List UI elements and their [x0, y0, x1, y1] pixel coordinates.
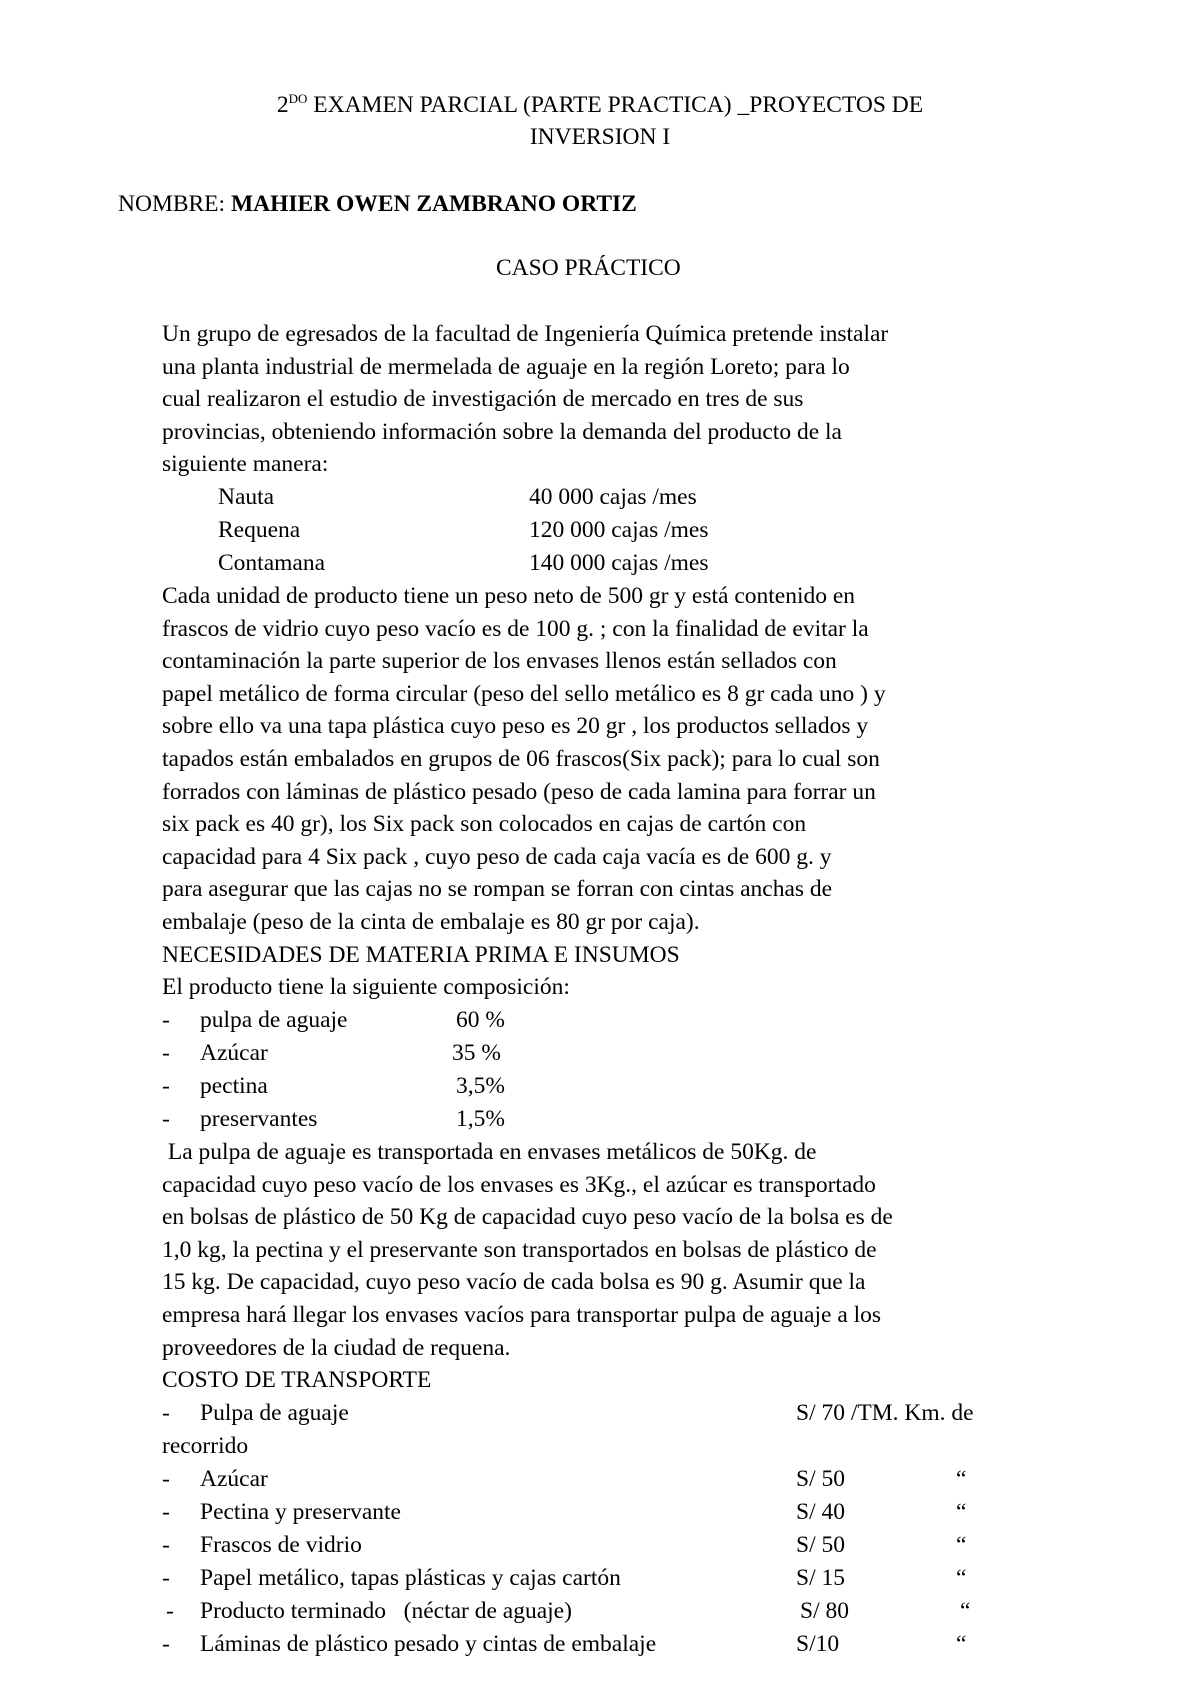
exam-title-text: EXAMEN PARCIAL (PARTE PRACTICA) _PROYECTOS DE	[307, 92, 924, 118]
list-dash: -	[162, 1466, 170, 1492]
composition-item: pectina	[200, 1073, 268, 1099]
demand-quantity: 140 000 cajas /mes	[529, 550, 709, 576]
list-dash: -	[162, 1073, 170, 1099]
transport-line: 1,0 kg, la pectina y el preservante son transportados en bolsas de plástico de	[162, 1236, 877, 1263]
product-line: Cada unidad de producto tiene un peso neto de 500 gr y está contenido en	[162, 583, 856, 609]
list-dash: -	[166, 1598, 174, 1624]
product-line: capacidad para 4 Six pack , cuyo peso de cada caja vacía es de 600 g. y	[162, 843, 832, 870]
ditto-mark: “	[956, 1532, 967, 1558]
list-dash: -	[162, 1532, 170, 1558]
list-dash: -	[162, 1400, 170, 1426]
case-title: CASO PRÁCTICO	[496, 255, 681, 281]
student-name-line	[118, 188, 637, 221]
transport-line: empresa hará llegar los envases vacíos para transportar pulpa de aguaje a los	[162, 1301, 882, 1328]
cost-continuation: recorrido	[162, 1433, 249, 1459]
cost-price: S/ 70 /TM. Km. de	[796, 1400, 974, 1426]
cost-price: S/ 15	[796, 1565, 845, 1591]
demand-quantity: 120 000 cajas /mes	[529, 517, 709, 543]
product-line: frascos de vidrio cuyo peso vacío es de 100 g. ; con la finalidad de evitar la	[162, 615, 869, 642]
transport-line: 15 kg. De capacidad, cuyo peso vacío de cada bolsa es 90 g. Asumir que la	[162, 1269, 866, 1296]
demand-province: Contamana	[218, 550, 326, 576]
cost-price: S/ 50	[796, 1532, 845, 1558]
composition-percent: 1,5%	[456, 1106, 505, 1132]
section-heading-materials: NECESIDADES DE MATERIA PRIMA E INSUMOS	[162, 941, 680, 968]
demand-province: Requena	[218, 517, 301, 543]
exam-title-line2: INVERSION I	[529, 124, 671, 150]
list-dash: -	[162, 1565, 170, 1591]
list-dash: -	[162, 1499, 170, 1525]
demand-quantity: 40 000 cajas /mes	[529, 484, 697, 510]
cost-item: Papel metálico, tapas plásticas y cajas cartón	[200, 1565, 621, 1591]
composition-percent: 60 %	[456, 1007, 505, 1033]
product-line: embalaje (peso de la cinta de embalaje es 80 gr por caja).	[162, 908, 700, 935]
cost-item: Producto terminado (néctar de aguaje)	[200, 1598, 572, 1624]
product-line: tapados están embalados en grupos de 06 frascos(Six pack); para lo cual son	[162, 745, 880, 772]
ditto-mark: “	[956, 1466, 967, 1492]
product-line: papel metálico de forma circular (peso del sello metálico es 8 gr cada uno ) y	[162, 680, 886, 707]
product-line: forrados con láminas de plástico pesado (peso de cada lamina para forrar un	[162, 778, 876, 805]
intro-line: Un grupo de egresados de la facultad de Ingeniería Química pretende instalar	[162, 321, 889, 347]
transport-paragraph	[162, 1136, 1062, 1397]
cost-price: S/ 40	[796, 1499, 845, 1525]
exam-title-line1	[0, 89, 1200, 122]
cost-price: S/10	[796, 1631, 840, 1657]
list-dash: -	[162, 1631, 170, 1657]
product-paragraph	[162, 580, 1062, 1004]
list-dash: -	[162, 1007, 170, 1033]
ditto-mark: “	[956, 1499, 967, 1525]
transport-line: en bolsas de plástico de 50 Kg de capacidad cuyo peso vacío de la bolsa es de	[162, 1204, 893, 1231]
composition-percent: 35 %	[452, 1040, 501, 1066]
student-label: NOMBRE:	[118, 191, 231, 217]
ditto-mark: “	[960, 1598, 971, 1624]
list-dash: -	[162, 1106, 170, 1132]
product-line: contaminación la parte superior de los envases llenos están sellados con	[162, 648, 837, 675]
cost-price: S/ 80	[800, 1598, 849, 1624]
cost-item: Frascos de vidrio	[200, 1532, 362, 1558]
cost-price: S/ 50	[796, 1466, 845, 1492]
ditto-mark: “	[956, 1565, 967, 1591]
composition-item: preservantes	[200, 1106, 318, 1132]
section-heading-transport: COSTO DE TRANSPORTE	[162, 1367, 432, 1394]
cost-item: Pectina y preservante	[200, 1499, 401, 1525]
transport-line: La pulpa de aguaje es transportada en envases metálicos de 50Kg. de	[162, 1139, 817, 1165]
product-line: sobre ello va una tapa plástica cuyo peso es 20 gr , los productos sellados y	[162, 713, 869, 740]
transport-line: proveedores de la ciudad de requena.	[162, 1334, 511, 1361]
product-line: para asegurar que las cajas no se rompan se forran con cintas anchas de	[162, 876, 833, 903]
cost-item: Pulpa de aguaje	[200, 1400, 349, 1426]
composition-intro: El producto tiene la siguiente composición:	[162, 974, 570, 1001]
composition-item: pulpa de aguaje	[200, 1007, 348, 1033]
intro-line: provincias, obteniendo información sobre la demanda del producto de la	[162, 418, 842, 445]
composition-percent: 3,5%	[456, 1073, 505, 1099]
ditto-mark: “	[956, 1631, 967, 1657]
transport-line: capacidad cuyo peso vacío de los envases es 3Kg., el azúcar es transportado	[162, 1171, 876, 1198]
demand-province: Nauta	[218, 484, 275, 510]
exam-ordinal-suffix: DO	[288, 91, 308, 106]
cost-item: Láminas de plástico pesado y cintas de embalaje	[200, 1631, 657, 1657]
list-dash: -	[162, 1040, 170, 1066]
exam-ordinal: 2	[276, 92, 289, 118]
intro-paragraph	[162, 318, 1062, 481]
product-line: six pack es 40 gr), los Six pack son colocados en cajas de cartón con	[162, 811, 807, 838]
intro-line: siguiente manera:	[162, 451, 329, 478]
cost-item: Azúcar	[200, 1466, 268, 1492]
composition-item: Azúcar	[200, 1040, 268, 1066]
intro-line: una planta industrial de mermelada de aguaje en la región Loreto; para lo	[162, 353, 850, 380]
student-name: MAHIER OWEN ZAMBRANO ORTIZ	[230, 191, 637, 217]
intro-line: cual realizaron el estudio de investigación de mercado en tres de sus	[162, 386, 804, 413]
